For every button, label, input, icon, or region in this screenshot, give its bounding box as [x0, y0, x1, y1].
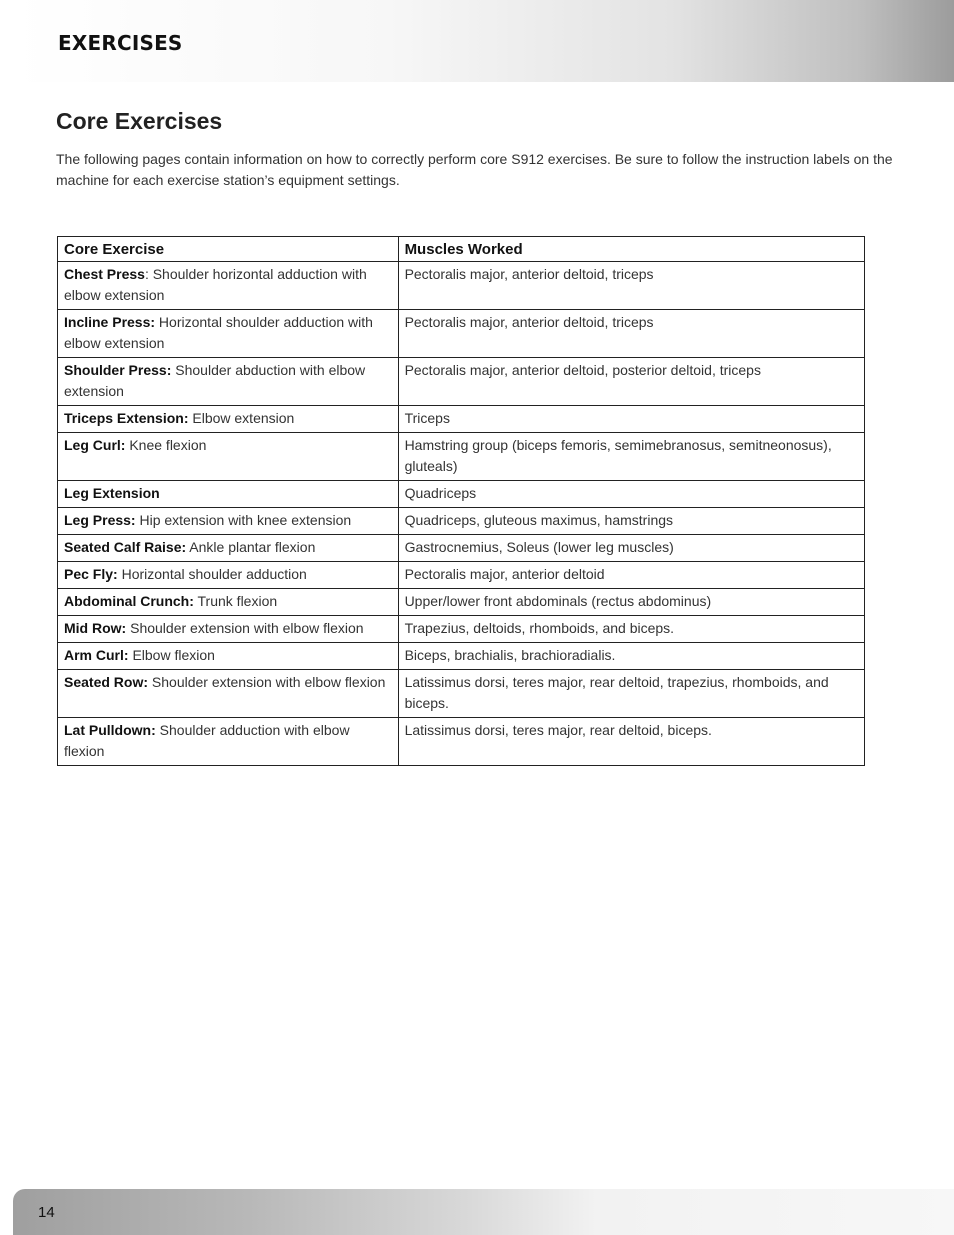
exercise-name: Lat Pulldown:	[64, 722, 156, 738]
muscles-cell: Pectoralis major, anterior deltoid, posterior deltoid, triceps	[398, 358, 864, 406]
page-number: 14	[38, 1204, 55, 1221]
section-label: EXERCISES	[58, 31, 183, 55]
core-exercises-table	[57, 236, 865, 766]
table-header-row	[58, 237, 865, 262]
muscles-cell: Pectoralis major, anterior deltoid, triceps	[398, 310, 864, 358]
exercise-cell	[58, 616, 399, 643]
exercise-name: Seated Calf Raise:	[64, 539, 187, 555]
exercise-cell	[58, 406, 399, 433]
table-row	[58, 406, 865, 433]
exercise-cell	[58, 310, 399, 358]
exercise-cell	[58, 562, 399, 589]
exercise-name: Seated Row:	[64, 674, 149, 690]
muscles-cell: Hamstring group (biceps femoris, semimebranosus, semitneonosus), gluteals)	[398, 433, 864, 481]
exercise-name: Leg Curl:	[64, 437, 126, 453]
exercise-cell	[58, 718, 399, 766]
exercise-description: Ankle plantar flexion	[186, 539, 316, 555]
exercise-description: Elbow extension	[188, 410, 295, 426]
page-title: Core Exercises	[56, 108, 223, 134]
exercise-description: Shoulder extension with elbow flexion	[148, 674, 386, 690]
exercise-name: Triceps Extension:	[64, 410, 189, 426]
table-row	[58, 535, 865, 562]
footer-band	[13, 1189, 954, 1235]
exercise-cell	[58, 535, 399, 562]
exercise-cell	[58, 508, 399, 535]
muscles-cell: Triceps	[398, 406, 864, 433]
exercise-description: Trunk flexion	[193, 593, 278, 609]
exercise-description: Knee flexion	[125, 437, 207, 453]
muscles-cell: Pectoralis major, anterior deltoid, triceps	[398, 262, 864, 310]
column-header-core-exercise: Core Exercise	[58, 237, 399, 262]
exercise-cell	[58, 433, 399, 481]
exercise-description: Horizontal shoulder adduction with elbow extension	[64, 314, 373, 351]
exercise-cell	[58, 481, 399, 508]
table-row	[58, 643, 865, 670]
muscles-cell: Gastrocnemius, Soleus (lower leg muscles)	[398, 535, 864, 562]
exercise-name: Shoulder Press:	[64, 362, 172, 378]
table-row	[58, 508, 865, 535]
exercise-name: Leg Press:	[64, 512, 136, 528]
muscles-cell: Latissimus dorsi, teres major, rear deltoid, biceps.	[398, 718, 864, 766]
exercise-cell	[58, 262, 399, 310]
muscles-cell: Latissimus dorsi, teres major, rear deltoid, trapezius, rhomboids, and biceps.	[398, 670, 864, 718]
muscles-cell: Trapezius, deltoids, rhomboids, and biceps.	[398, 616, 864, 643]
exercise-description: Shoulder adduction with elbow flexion	[64, 722, 350, 759]
muscles-cell: Pectoralis major, anterior deltoid	[398, 562, 864, 589]
table-row	[58, 670, 865, 718]
exercise-name: Chest Press	[64, 266, 145, 282]
exercise-name: Arm Curl:	[64, 647, 129, 663]
table-row	[58, 589, 865, 616]
exercise-description: Shoulder abduction with elbow extension	[64, 362, 366, 399]
table-row	[58, 358, 865, 406]
muscles-cell: Upper/lower front abdominals (rectus abdominus)	[398, 589, 864, 616]
exercise-name: Abdominal Crunch:	[64, 593, 194, 609]
exercise-description: Shoulder extension with elbow flexion	[126, 620, 364, 636]
exercise-cell	[58, 358, 399, 406]
table-body	[58, 262, 865, 766]
table-row	[58, 262, 865, 310]
exercise-cell	[58, 589, 399, 616]
column-header-muscles-worked: Muscles Worked	[398, 237, 864, 262]
exercise-name: Leg Extension	[64, 485, 160, 501]
intro-paragraph: The following pages contain information on how to correctly perform core S912 exercises. Be sure to follow the instruction labels on the machine for each exercise station’s equipment settings.	[56, 151, 893, 188]
exercise-name: Mid Row:	[64, 620, 127, 636]
muscles-cell: Biceps, brachialis, brachioradialis.	[398, 643, 864, 670]
table-row	[58, 562, 865, 589]
table-row	[58, 718, 865, 766]
exercise-description: Elbow flexion	[128, 647, 215, 663]
table-row	[58, 310, 865, 358]
exercise-name: Incline Press:	[64, 314, 156, 330]
exercise-description: Horizontal shoulder adduction	[117, 566, 307, 582]
muscles-cell: Quadriceps	[398, 481, 864, 508]
table-row	[58, 481, 865, 508]
exercise-cell	[58, 670, 399, 718]
muscles-cell: Quadriceps, gluteous maximus, hamstrings	[398, 508, 864, 535]
exercise-cell	[58, 643, 399, 670]
exercise-description: Hip extension with knee extension	[135, 512, 352, 528]
exercise-name: Pec Fly:	[64, 566, 118, 582]
exercise-description: : Shoulder horizontal adduction with elbow extension	[64, 266, 367, 303]
table-row	[58, 616, 865, 643]
table-row	[58, 433, 865, 481]
